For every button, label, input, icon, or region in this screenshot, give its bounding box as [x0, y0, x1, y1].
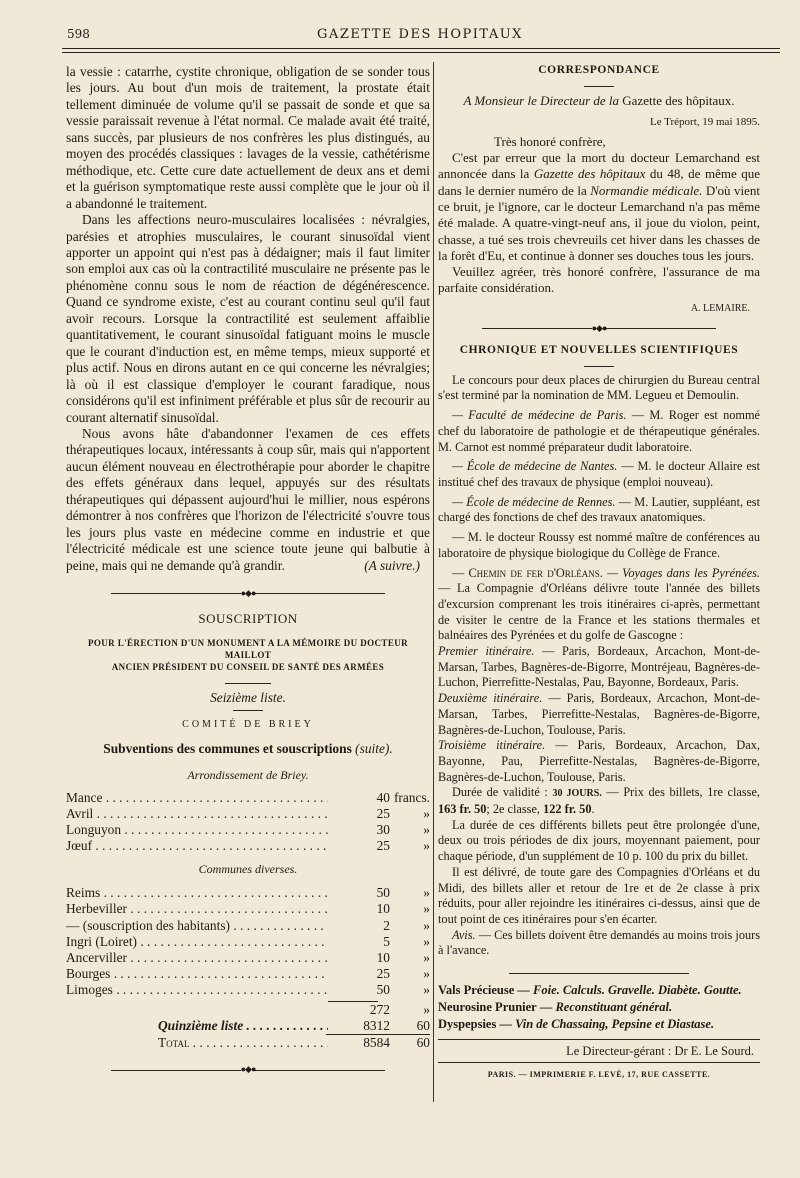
donation-row: [66, 838, 430, 854]
suite-label: (suite).: [355, 740, 393, 756]
donation-unit: »: [423, 933, 430, 949]
quinzieme-label: Quinzième liste . . .: [66, 1018, 328, 1034]
right-column: [438, 64, 760, 1083]
ad-line: [438, 999, 760, 1016]
small-rule: [225, 683, 271, 684]
donation-row: [66, 934, 430, 950]
donation-unit: »: [423, 885, 430, 901]
news-heading: — École de médecine de Rennes.: [452, 494, 616, 509]
letter-paragraph: Veuillez agréer, très honoré confrère, l'assurance de ma parfaite considération.: [438, 264, 760, 296]
ad-description: — Reconstituant général.: [539, 1000, 673, 1015]
page-number: 598: [67, 27, 90, 41]
greeting: Très honoré confrère,: [494, 134, 606, 150]
donation-amount: 30: [376, 822, 390, 838]
validity: [438, 785, 760, 817]
donor-name: Longuyon . . .: [66, 822, 328, 838]
donation-row: [66, 982, 430, 998]
donation-row: [66, 806, 430, 822]
donor-name: Mance . . .: [66, 790, 328, 806]
donation-unit: »: [423, 806, 430, 822]
total-row: [66, 1035, 430, 1051]
donation-list-communes: [66, 885, 430, 998]
ad-product: Vals Précieuse: [438, 983, 515, 998]
itinerary-text: — Paris, Bordeaux, Arcachon, Mont-de-Marsan, Tarbes, Pierrefitte-Nestalas, Bagnères-de-Bigorre, Bagnères-de-Luchon, Toulouse, Paris.: [438, 691, 760, 737]
itinerary-heading: Deuxième itinéraire.: [438, 691, 543, 706]
letter-paper-name: Gazette des hôpitaux: [533, 166, 646, 182]
itinerary-text: — Paris, Bordeaux, Arcachon, Dax, Bayonne, Pau, Pierrefitte-Nestalas, Bagnères-de-Bigorre, Bagnères-de-Luchon, Toulouse, Paris.: [438, 738, 760, 784]
salutation-to: A Monsieur le Directeur de la: [463, 93, 620, 108]
running-title: GAZETTE DES HOPITAUX: [317, 27, 523, 42]
news-heading: — École de médecine de Nantes.: [452, 459, 618, 474]
donation-unit: »: [423, 917, 430, 933]
subtotal-amount: 272: [369, 1001, 390, 1017]
donation-amount: 25: [376, 806, 390, 822]
letter-paragraph: [438, 150, 760, 264]
small-rule: [233, 710, 263, 711]
subtotal-label: [66, 1002, 328, 1018]
left-column: [66, 64, 430, 1075]
small-rule: [584, 366, 614, 367]
donor-name: Ancerviller . . .: [66, 950, 328, 966]
itinerary: [438, 691, 760, 738]
news-heading: — Chemin de fer d'Orléans.: [452, 565, 603, 580]
donor-name: Limoges . . .: [66, 982, 328, 998]
correspondance-title: CORRESPONDANCE: [538, 64, 660, 76]
section-ornament: ●◆●: [66, 1063, 430, 1075]
salutation: [438, 93, 760, 109]
news-subheading: — Voyages dans les Pyrénées.: [607, 565, 761, 580]
donation-amount: 25: [376, 838, 390, 854]
total-amount: 8584: [363, 1034, 390, 1050]
chronique-title: CHRONIQUE ET NOUVELLES SCIENTIFIQUES: [459, 343, 739, 356]
validity-text: ; 2e classe,: [486, 802, 540, 817]
donation-row: [66, 918, 430, 934]
donation-row: [66, 822, 430, 838]
total-unit: 60: [416, 1034, 430, 1050]
donation-unit: »: [423, 982, 430, 998]
news-item: [438, 928, 760, 959]
arrondissement: Arrondissement de Briey.: [187, 768, 309, 783]
column-divider: [433, 62, 434, 1102]
donation-row: [66, 901, 430, 917]
news-item: [438, 459, 760, 490]
subventions-label: Subventions des communes et souscriptions: [103, 740, 352, 756]
letter-text: C'est par erreur que la mort du docteur Lemarchand est annoncée dans la: [438, 150, 760, 182]
itinerary-text: — Paris, Bordeaux, Arcachon, Mont-de-Marsan, Tarbes, Bagnères-de-Bigorre, Montréjeau, Bagnères-de-Luchon, Pierrefitte-Nestalas, Pau, Bayonne, Bordeaux, Paris.: [438, 644, 761, 690]
a-suivre: (A suivre.): [364, 558, 420, 574]
donation-unit: francs.: [393, 789, 430, 805]
donation-amount: 40: [376, 789, 390, 805]
ad-description: — Foie. Calculs. Gravelle. Diabète. Goutte.: [517, 983, 742, 998]
ad-product: Neurosine Prunier: [438, 1000, 537, 1015]
advertisements: [438, 982, 760, 1033]
total-label: Total . . .: [66, 1035, 328, 1051]
validity-text: Durée de validité :: [452, 785, 548, 800]
donation-unit: »: [423, 949, 430, 965]
donation-amount: 2: [383, 917, 390, 933]
ad-line: [438, 1016, 760, 1033]
news-item: La durée de ces différents billets peut être prolongée d'une, deux ou trois périodes de dix jours, moyennant paiement, pour chaque période, d'un supplément de 10 p. 100 du prix du billet.: [438, 817, 760, 864]
salutation-paper: Gazette des hôpitaux.: [622, 93, 735, 108]
price: 163 fr. 50: [438, 802, 487, 817]
donation-unit: »: [423, 966, 430, 982]
news-text: — M. Lautier, suppléant, est chargé des fonctions de chef des travaux anatomiques.: [438, 494, 760, 525]
communes-diverses: Communes diverses.: [198, 861, 298, 876]
donor-name: Reims . . .: [66, 885, 328, 901]
news-item: Le concours pour deux places de chirurgien du Bureau central s'est terminé par la nomination de MM. Legueu et Demoulin.: [438, 372, 760, 403]
news-item: Il est délivré, de toute gare des Compagnies d'Orléans et du Midi, des billets aller et retour de 1re et de 2e classe à prix réduits, pour aller rejoindre les itinéraires ci-dessus, ainsi que de tout point de ces itinéraires pour s'en écarter.: [438, 864, 760, 926]
chronique-body: [438, 373, 760, 959]
paragraph: Nous avons hâte d'abandonner l'examen de ces effets thérapeutiques locaux, intéressants à coup sûr, mais qui n'apportent aucun élément nouveau en électrothérapie pour aborder le chapitre des effets généraux dans lequel, appuyés sur des résultats thérapeutiques qui dépassent aujourd'hui le millier, nous espérons démontrer à nos confrères que l'horizon de l'électricité s'ouvre tous les jours plus vaste en médecine comme en industrie et que l'électricité médicale est une science toute jeune qui balbutie à peine, mais qui ne demande qu'à grandir.: [66, 425, 430, 573]
donation-row: [66, 885, 430, 901]
news-item: [438, 566, 760, 645]
donation-amount: 10: [376, 949, 390, 965]
news-text: — La Compagnie d'Orléans délivre toute l'année des billets d'excursion comprenant les trois itinéraires ci-après, permettant de visiter le centre de la France et les stations thermales et balnéaires des Pyrénées et du golfe de Gascogne :: [438, 581, 760, 643]
ad-line: [438, 982, 760, 999]
avis-text: — Ces billets doivent être demandés au moins trois jours à l'avance.: [438, 927, 761, 958]
donor-name: Jœuf . . .: [66, 838, 328, 854]
itinerary: [438, 738, 760, 785]
ad-rule: [509, 973, 689, 974]
directeur-gerant: Le Directeur-gérant : Dr E. Le Sourd.: [566, 1044, 754, 1059]
validity-text: .: [591, 802, 595, 817]
donation-row: [66, 790, 430, 806]
section-ornament: ●◆●: [438, 322, 760, 334]
donation-amount: 50: [376, 885, 390, 901]
itinerary: [438, 644, 760, 691]
donor-name: — (souscription des habitants) . . .: [66, 918, 328, 934]
ad-product: Dyspepsies: [438, 1017, 497, 1032]
subtotal-unit: »: [423, 1001, 430, 1017]
ad-description: — Vin de Chassaing, Pepsine et Diastase.: [499, 1017, 715, 1032]
itinerary-heading: Premier itinéraire.: [438, 644, 535, 659]
price: 122 fr. 50: [543, 802, 592, 817]
donor-name: Avril . . .: [66, 806, 328, 822]
donation-row: [66, 966, 430, 982]
donor-name: Ingri (Loiret) . . .: [66, 934, 328, 950]
donation-amount: 50: [376, 982, 390, 998]
footer-rule: [438, 1062, 760, 1063]
news-text: — M. le docteur Allaire est institué chef des travaux de physique (emploi nouveau).: [438, 459, 761, 489]
letter-text: D'où vient ce bruit, je l'ignore, car le docteur Lemarchand n'a pas même été malade. A quatre-vingt-neuf ans, il joue du violon, peint, chasse, a tué ses trois chevreuils cet hiver dans les chasses de la forêt d'Eu, et continue à donner ses douches tous les jours.: [438, 182, 761, 263]
comite-title: COMITÉ DE BRIEY: [182, 718, 314, 730]
donation-unit: »: [423, 838, 430, 854]
news-text: — M. Roger est nommé chef du laboratoire de pathologie et de thérapeutique générales. M. Carnot est nommé préparateur dudit laboratoire.: [438, 408, 760, 454]
quinzieme-amount: 8312: [363, 1017, 390, 1033]
section-ornament: ●◆●: [66, 587, 430, 599]
letter-text: du 48, de même que dans le dernier numéro de la: [438, 166, 760, 198]
news-item: — M. le docteur Roussy est nommé maître de conférences au laboratoire de physique biologique du Collège de France.: [438, 530, 760, 560]
souscription-subtitle: POUR L'ÉRECTION D'UN MONUMENT A LA MÉMOIRE DU DOCTEUR MAILLOT: [87, 637, 409, 660]
letter-paper-name: Normandie médicale.: [590, 182, 703, 198]
donation-amount: 25: [376, 966, 390, 982]
itinerary-heading: Troisième itinéraire.: [438, 738, 546, 753]
donation-amount: 10: [376, 901, 390, 917]
header-rule-bottom: [62, 52, 780, 53]
subventions-heading: [66, 741, 430, 757]
small-rule: [584, 86, 614, 87]
news-item: [438, 408, 760, 455]
paragraph: Dans les affections neuro-musculaires localisées : névralgies, parésies et atrophies musculaires, le courant sinusoïdal vient apporter un appoint qui n'est pas à dédaigner; mais il faut limiter son emploi aux cas où la contractilité musculaire ne présente pas le phénomène connu sous le nom de réaction de dégénérescence. Quand ce syndrome existe, c'est au courant continu seul qu'il faut avoir recours. Lorsque la contractilité est seulement affaiblie quantitativement, le courant sinusoïdal fatiguant moins le muscle que le courant d'induction est, en même temps, mieux supporté et plus actif. Nous en dirons autant en ce qui concerne les névralgies; là où il est classique d'employer le courant faradique, nous considérons qu'il est infiniment préférable et plus sûr de recourir au courant alternatif sinusoïdal.: [66, 212, 430, 425]
footer-rule: [438, 1039, 760, 1040]
page-header: [60, 27, 780, 47]
news-heading: — Faculté de médecine de Paris.: [452, 408, 627, 423]
donation-unit: »: [423, 901, 430, 917]
donation-unit: »: [423, 822, 430, 838]
place-date: Le Tréport, 19 mai 1895.: [650, 115, 760, 128]
avis-heading: Avis.: [452, 927, 476, 942]
subtotal-row: [66, 1002, 430, 1018]
donation-list-briey: [66, 790, 430, 855]
header-rule-top: [62, 48, 780, 49]
souscription-title: SOUSCRIPTION: [198, 610, 298, 626]
validity-text: — Prix des billets, 1re classe,: [606, 785, 760, 800]
letter-signature: A. LEMAIRE.: [690, 302, 750, 314]
validity-days: 30 JOURS.: [552, 788, 602, 800]
liste-title: Seizième liste.: [210, 689, 286, 705]
quinzieme-row: [66, 1018, 430, 1034]
donation-row: [66, 950, 430, 966]
donor-name: Bourges . . .: [66, 966, 328, 982]
paragraph: la vessie : catarrhe, cystite chronique, obligation de se sonder tous les jours. Au bout d'un mois de traitement, la prostate était tellement diminuée de volume qu'il se passait de sonde et que sa vessie paraissait revenue à l'état normal. Ce malade avait été traité, sans succès, par plusieurs de nos confrères les plus distingués, au moyen des procédés classiques : lavages de la vessie, cathétérisme méthodique, etc. Cette cure date actuellement de deux ans et demi et la guérison symptomatique reste aussi complète que le jour où il a abandonné le traitement.: [66, 64, 430, 211]
imprint: PARIS. — IMPRIMERIE F. LEVÉ, 17, RUE CASSETTE.: [487, 1069, 711, 1079]
donation-amount: 5: [383, 933, 390, 949]
news-item: [438, 495, 760, 526]
quinzieme-unit: 60: [416, 1017, 430, 1033]
donor-name: Herbeviller . . .: [66, 901, 328, 917]
souscription-subtitle: ANCIEN PRÉSIDENT DU CONSEIL DE SANTÉ DES ARMÉES: [111, 661, 385, 672]
